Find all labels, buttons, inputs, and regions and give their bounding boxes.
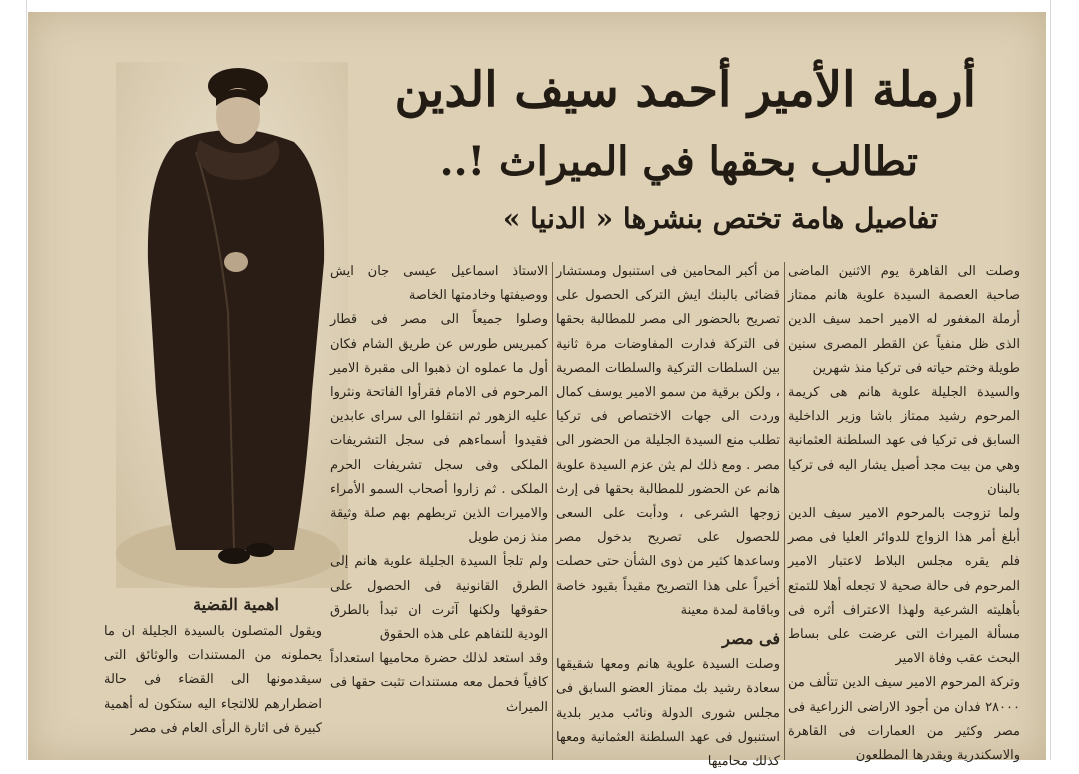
paragraph: والسيدة الجليلة علوية هانم هى كريمة المرحوم رشيد ممتاز باشا وزير الداخلية السابق فى تركيا فى عهد السلطنة العثمانية وهي من بيت مجد أصيل يشار اليه فى تركيا بالبنان xyxy=(788,385,1020,497)
column-2 xyxy=(556,260,780,774)
paragraph: وصلت السيدة علوية هانم ومعها شقيقها سعادة رشيد بك ممتاز العضو السابق فى مجلس شورى الدولة ونائب مدير بلدية استنبول فى عهد السلطنة العثمانية ومعها كذلك محاميها xyxy=(556,657,780,770)
paragraph: وتركة المرحوم الامير سيف الدين تتألف من ٢٨٠٠٠ فدان من أجود الاراضى الزراعية فى مصر وكثير من العمارات فى القاهرة والاسكندرية ويقدرها المطلعون xyxy=(788,675,1020,764)
column-3 xyxy=(330,260,548,720)
paragraph: ولما تزوجت بالمرحوم الامير سيف الدين أبلغ أمر هذا الزواج للدوائر العليا فى مصر فلم يقره مجلس البلاط لاعتبار الامير المرحوم فى حالة صحية لا تجعله أهلا للتمتع بأهليته الشرعية ولهذا الاعتراف أثره فى مسألة الميراث التى عرضت على بساط البحث عقب وفاة الامير xyxy=(788,506,1020,667)
deck-line: تفاصيل هامة تختص بنشرها « الدنيا » xyxy=(502,202,938,235)
paragraph: ولم تلجأ السيدة الجليلة علوية هانم إلى الطرق القانونية فى الحصول على حقوقها ولكنها آثرت ان تبدأ بالطرق الودية للتفاهم على هذه الحقوق xyxy=(330,554,548,643)
paragraph: ويقول المتصلون بالسيدة الجليلة ان ما يحملونه من المستندات والوثائق التى سيقدمونها الى القضاء فى حالة اضطرارهم للالتجاء اليه ستكون له أهمية كبيرة فى اثارة الرأى العام فى مصر xyxy=(104,624,322,736)
portrait-photo xyxy=(116,62,348,588)
column-4 xyxy=(104,620,322,741)
column-rule xyxy=(784,262,785,760)
subheadline: تطالب بحقها في الميراث !.. xyxy=(439,138,918,185)
paragraph: من أكبر المحامين فى استنبول ومستشار قضائى بالبنك ايش التركى الحصول على تصريح بالحضور الى مصر للمطالبة بحقها فى التركة فدارت المفاوضات مرة ثانية بين السلطات التركية والسلطات المصرية ، ولكن برقية من سمو الامير يوسف كمال وردت الى جهات الاختصاص فى تركيا تطلب منع السيدة الجليلة من الحضور الى مصر . ومع ذلك لم يثن عزم السيدة علوية هانم عن الحضور للمطالبة بحقها فى إرث زوجها الشرعى ، ودأبت على السعى للحصول على تصريح بدخول مصر وساعدها كثير من ذوى الشأن حتى حصلت أخيراً على هذا التصريح مقيداً بقيود خاصة وباقامة لمدة معينة xyxy=(556,264,780,618)
screenshot-right-border xyxy=(1050,0,1051,760)
newspaper-page xyxy=(28,12,1046,770)
photo-caption: اهمية القضية xyxy=(193,595,279,614)
paragraph: وصلوا جميعاً الى مصر فى قطار كمبريس طورس عن طريق الشام فكان أول ما عملوه ان ذهبوا الى مقبرة الامير المرحوم فى الامام فقرأوا الفاتحة ونثروا عليه الزهور ثم انتقلوا الى سراى عابدين فقيدوا أسماءهم فى سجل التشريفات الملكى وفى سجل تشريفات الحرم الملكى . ثم زاروا أصحاب السمو الأمراء والاميرات الذين تربطهم بهم صلة وثيقة منذ زمن طويل xyxy=(330,312,548,546)
screenshot-left-border xyxy=(26,0,27,760)
column-1 xyxy=(788,260,1020,768)
section-subhead: فى مصر xyxy=(722,629,780,649)
headline: أرملة الأمير أحمد سيف الدين xyxy=(394,62,976,118)
column-rule xyxy=(552,262,553,760)
paragraph: وقد استعد لذلك حضرة محاميها استعداداً كافياً فحمل معه مستندات تثبت حقها فى الميراث xyxy=(330,651,548,715)
paragraph: الاستاذ اسماعيل عيسى جان ايش ووصيفتها وخادمتها الخاصة xyxy=(330,264,548,304)
paragraph: وصلت الى القاهرة يوم الاثنين الماضى صاحبة العصمة السيدة علوية هانم ممتاز أرملة المغفور له الامير احمد سيف الدين الذى ظل منفياً عن القطر المصرى سنين طويلة وختم حياته فى تركيا منذ شهرين xyxy=(788,264,1020,376)
